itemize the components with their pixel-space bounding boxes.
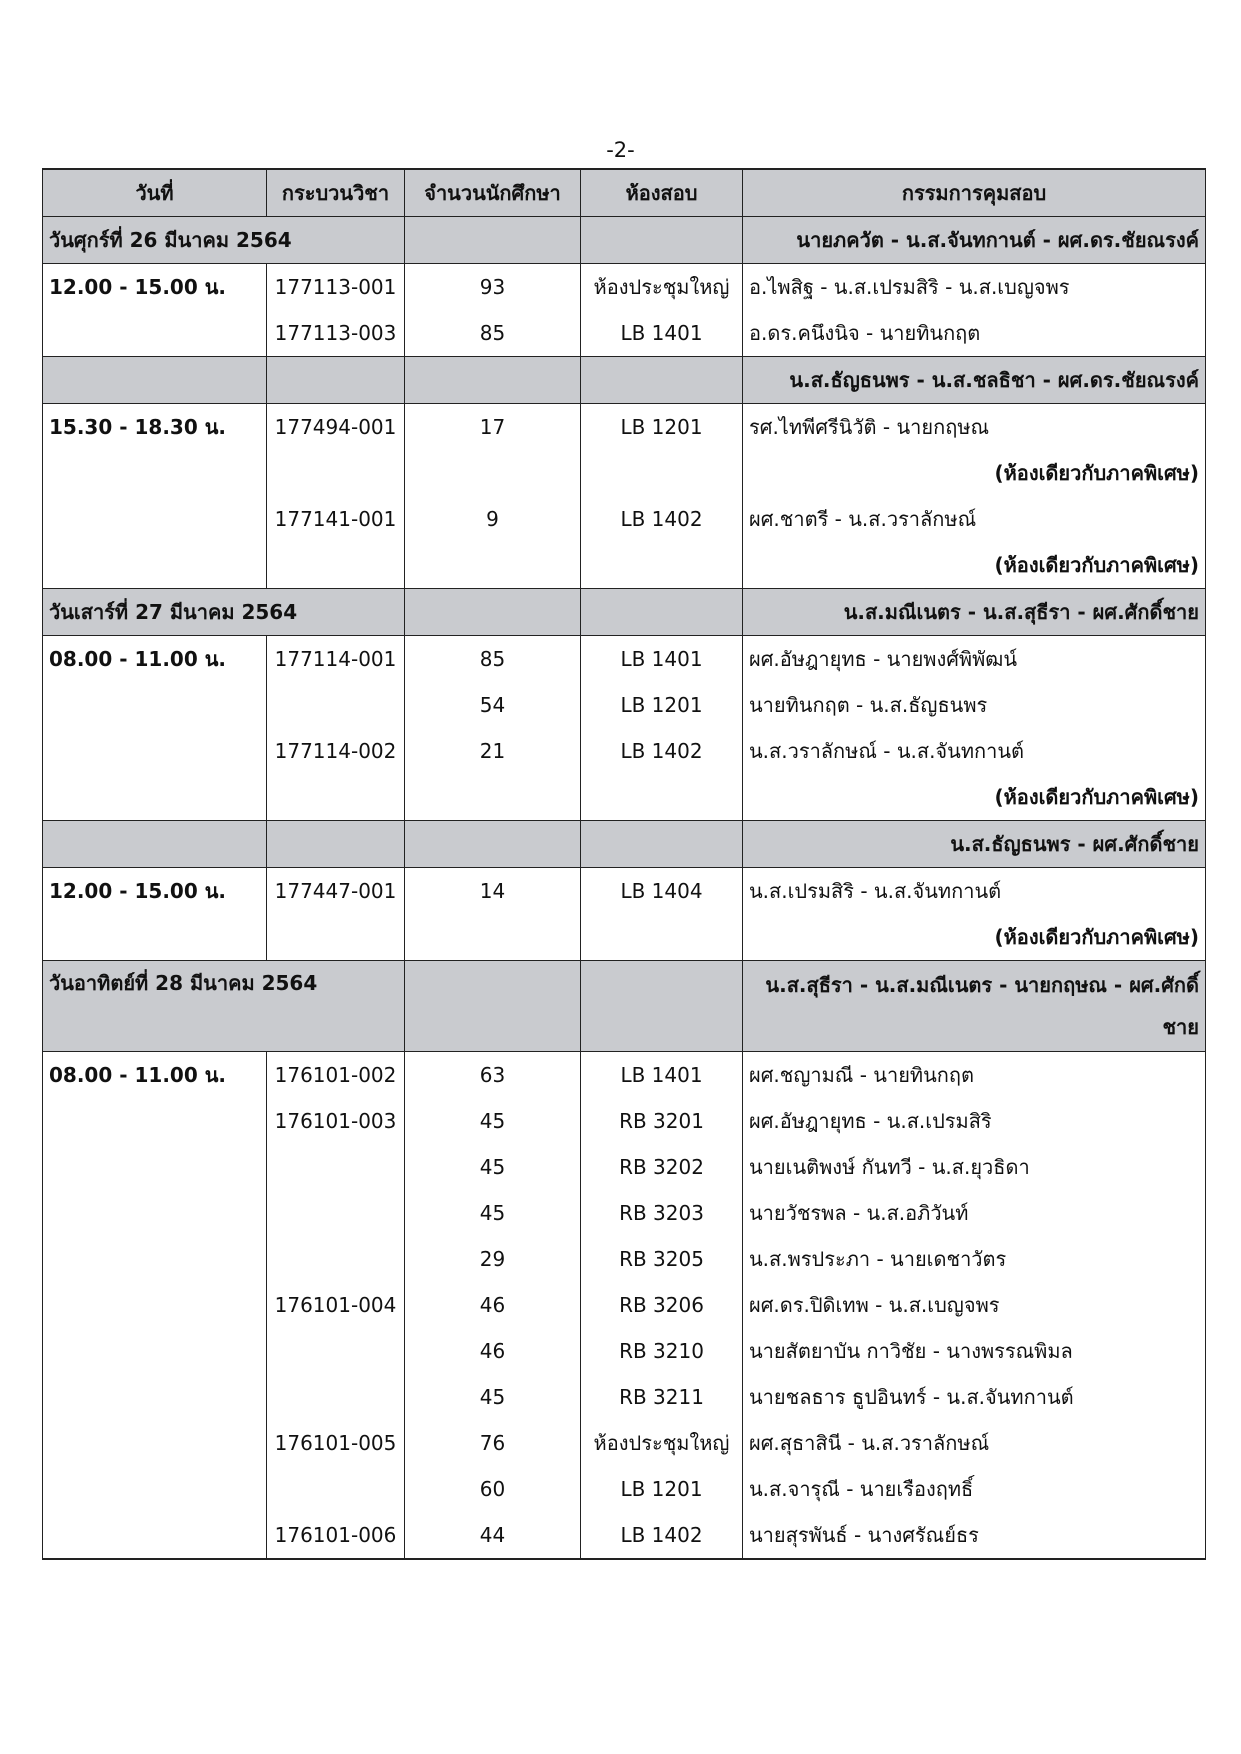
student-count: 60 xyxy=(405,1466,581,1512)
course-code: 176101-003 xyxy=(267,1098,405,1144)
exam-room: ห้องประชุมใหญ่ xyxy=(581,1420,743,1466)
header-proctors: กรรมการคุมสอบ xyxy=(743,169,1206,217)
same-room-note: (ห้องเดียวกับภาคพิเศษ) xyxy=(743,450,1206,496)
exam-room: LB 1401 xyxy=(581,1052,743,1099)
note-row xyxy=(43,450,1206,496)
table-row xyxy=(43,728,1206,774)
table-row xyxy=(43,1420,1206,1466)
exam-room: ห้องประชุมใหญ่ xyxy=(581,264,743,311)
same-room-note: (ห้องเดียวกับภาคพิเศษ) xyxy=(743,774,1206,821)
student-count: 85 xyxy=(405,636,581,683)
course-code: 177494-001 xyxy=(267,404,405,451)
course-code: 176101-002 xyxy=(267,1052,405,1099)
student-count: 14 xyxy=(405,868,581,915)
table-row xyxy=(43,1236,1206,1282)
exam-time: 08.00 - 11.00 น. xyxy=(43,1052,267,1099)
table-row xyxy=(43,496,1206,542)
student-count: 9 xyxy=(405,496,581,542)
day-row-fri xyxy=(43,217,1206,264)
same-room-note: (ห้องเดียวกับภาคพิเศษ) xyxy=(743,914,1206,961)
group-row xyxy=(43,357,1206,404)
proctors: ผศ.ชาตรี - น.ส.วราลักษณ์ xyxy=(743,496,1206,542)
proctors: นายชลธาร ธูปอินทร์ - น.ส.จันทกานต์ xyxy=(743,1374,1206,1420)
proctors: ผศ.อัษฎายุทธ - นายพงศ์พิพัฒน์ xyxy=(743,636,1206,683)
exam-time: 12.00 - 15.00 น. xyxy=(43,868,267,915)
proctors: น.ส.เปรมสิริ - น.ส.จันทกานต์ xyxy=(743,868,1206,915)
exam-room: LB 1402 xyxy=(581,1512,743,1559)
student-count: 76 xyxy=(405,1420,581,1466)
supervisor-group: น.ส.ธัญธนพร - ผศ.ศักดิ์ชาย xyxy=(743,821,1206,868)
proctors: อ.ไพสิฐ - น.ส.เปรมสิริ - น.ส.เบญจพร xyxy=(743,264,1206,311)
day-row-sun xyxy=(43,961,1206,1052)
student-count: 17 xyxy=(405,404,581,451)
course-code: 177114-001 xyxy=(267,636,405,683)
exam-room: LB 1404 xyxy=(581,868,743,915)
proctors: น.ส.วราลักษณ์ - น.ส.จันทกานต์ xyxy=(743,728,1206,774)
course-code: 177113-003 xyxy=(267,310,405,357)
student-count: 93 xyxy=(405,264,581,311)
exam-time: 12.00 - 15.00 น. xyxy=(43,264,267,311)
group-row xyxy=(43,821,1206,868)
exam-room: LB 1402 xyxy=(581,728,743,774)
table-row xyxy=(43,1512,1206,1559)
note-row xyxy=(43,914,1206,961)
table-row xyxy=(43,310,1206,357)
course-code: 176101-005 xyxy=(267,1420,405,1466)
exam-room: RB 3211 xyxy=(581,1374,743,1420)
course-code: 177114-002 xyxy=(267,728,405,774)
exam-room: RB 3203 xyxy=(581,1190,743,1236)
note-row xyxy=(43,542,1206,589)
supervisor-group: น.ส.ธัญธนพร - น.ส.ชลธิชา - ผศ.ดร.ชัยณรงค์ xyxy=(743,357,1206,404)
student-count: 29 xyxy=(405,1236,581,1282)
exam-room: RB 3202 xyxy=(581,1144,743,1190)
supervisor-group: น.ส.สุธีรา - น.ส.มณีเนตร - นายกฤษณ - ผศ.ศักดิ์ชาย xyxy=(743,961,1206,1052)
exam-room: LB 1201 xyxy=(581,1466,743,1512)
student-count: 46 xyxy=(405,1328,581,1374)
table-row xyxy=(43,1052,1206,1099)
header-row xyxy=(43,169,1206,217)
student-count: 63 xyxy=(405,1052,581,1099)
exam-room: LB 1401 xyxy=(581,636,743,683)
student-count: 45 xyxy=(405,1190,581,1236)
table-row xyxy=(43,1282,1206,1328)
day-row-sat xyxy=(43,589,1206,636)
course-code xyxy=(267,1190,405,1236)
proctors: นายวัชรพล - น.ส.อภิวันท์ xyxy=(743,1190,1206,1236)
course-code: 177141-001 xyxy=(267,496,405,542)
table-row xyxy=(43,682,1206,728)
student-count: 45 xyxy=(405,1098,581,1144)
exam-room: RB 3205 xyxy=(581,1236,743,1282)
proctors: นายสัตยาบัน กาวิชัย - นางพรรณพิมล xyxy=(743,1328,1206,1374)
exam-schedule-table xyxy=(42,168,1206,1560)
course-code: 176101-006 xyxy=(267,1512,405,1559)
proctors: นายทินกฤต - น.ส.ธัญธนพร xyxy=(743,682,1206,728)
header-students: จำนวนนักศึกษา xyxy=(405,169,581,217)
course-code xyxy=(267,1328,405,1374)
day-title: วันศุกร์ที่ 26 มีนาคม 2564 xyxy=(43,217,405,264)
student-count: 45 xyxy=(405,1374,581,1420)
course-code: 176101-004 xyxy=(267,1282,405,1328)
exam-room: RB 3201 xyxy=(581,1098,743,1144)
exam-room: LB 1401 xyxy=(581,310,743,357)
table-row xyxy=(43,1098,1206,1144)
proctors: อ.ดร.คนึงนิจ - นายทินกฤต xyxy=(743,310,1206,357)
table-row xyxy=(43,1374,1206,1420)
course-code: 177447-001 xyxy=(267,868,405,915)
exam-time: 08.00 - 11.00 น. xyxy=(43,636,267,683)
student-count: 85 xyxy=(405,310,581,357)
table-row xyxy=(43,868,1206,915)
course-code: 177113-001 xyxy=(267,264,405,311)
proctors: ผศ.ดร.ปิดิเทพ - น.ส.เบญจพร xyxy=(743,1282,1206,1328)
day-title: วันอาทิตย์ที่ 28 มีนาคม 2564 xyxy=(43,961,405,1052)
proctors: น.ส.จารุณี - นายเรืองฤทธิ์ xyxy=(743,1466,1206,1512)
course-code xyxy=(267,1236,405,1282)
table-row xyxy=(43,1190,1206,1236)
header-room: ห้องสอบ xyxy=(581,169,743,217)
course-code xyxy=(267,1466,405,1512)
exam-room: LB 1201 xyxy=(581,404,743,451)
course-code xyxy=(267,1374,405,1420)
exam-room: LB 1201 xyxy=(581,682,743,728)
table-row xyxy=(43,636,1206,683)
proctors: ผศ.อัษฎายุทธ - น.ส.เปรมสิริ xyxy=(743,1098,1206,1144)
table-row xyxy=(43,1466,1206,1512)
supervisor-group: นายภควัต - น.ส.จันทกานต์ - ผศ.ดร.ชัยณรงค์ xyxy=(743,217,1206,264)
exam-time: 15.30 - 18.30 น. xyxy=(43,404,267,451)
day-title: วันเสาร์ที่ 27 มีนาคม 2564 xyxy=(43,589,405,636)
course-code xyxy=(267,682,405,728)
proctors: นายสุรพันธ์ - นางศรัณย์ธร xyxy=(743,1512,1206,1559)
supervisor-group: น.ส.มณีเนตร - น.ส.สุธีรา - ผศ.ศักดิ์ชาย xyxy=(743,589,1206,636)
same-room-note: (ห้องเดียวกับภาคพิเศษ) xyxy=(743,542,1206,589)
student-count: 54 xyxy=(405,682,581,728)
note-row xyxy=(43,774,1206,821)
header-course: กระบวนวิชา xyxy=(267,169,405,217)
student-count: 44 xyxy=(405,1512,581,1559)
exam-room: RB 3206 xyxy=(581,1282,743,1328)
proctors: นายเนติพงษ์ กันทวี - น.ส.ยุวธิดา xyxy=(743,1144,1206,1190)
table-row xyxy=(43,1328,1206,1374)
proctors: ผศ.ชญามณี - นายทินกฤต xyxy=(743,1052,1206,1099)
table-row xyxy=(43,264,1206,311)
proctors: ผศ.สุธาสินี - น.ส.วราลักษณ์ xyxy=(743,1420,1206,1466)
page-number: -2- xyxy=(606,138,635,162)
student-count: 46 xyxy=(405,1282,581,1328)
exam-room: RB 3210 xyxy=(581,1328,743,1374)
proctors: น.ส.พรประภา - นายเดชาวัตร xyxy=(743,1236,1206,1282)
exam-room: LB 1402 xyxy=(581,496,743,542)
proctors: รศ.ไทพีศรีนิวัติ - นายกฤษณ xyxy=(743,404,1206,451)
course-code xyxy=(267,1144,405,1190)
table-row xyxy=(43,404,1206,451)
header-date: วันที่ xyxy=(43,169,267,217)
student-count: 21 xyxy=(405,728,581,774)
student-count: 45 xyxy=(405,1144,581,1190)
table-row xyxy=(43,1144,1206,1190)
